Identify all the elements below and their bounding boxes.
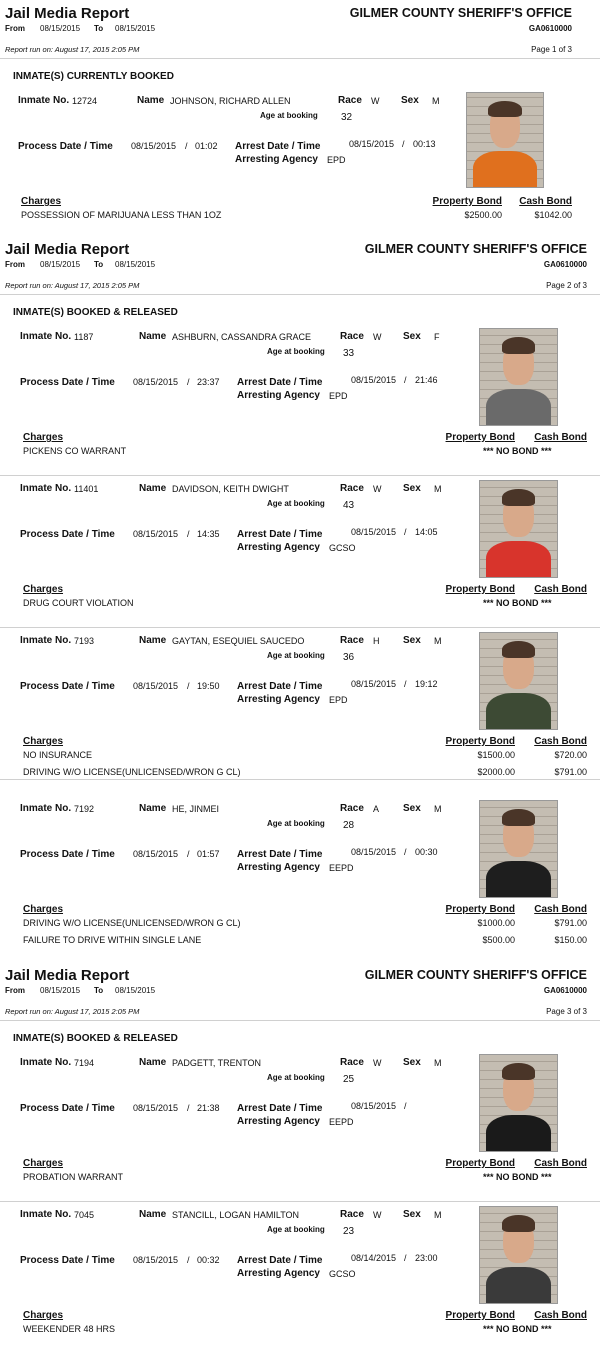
agency-name: GILMER COUNTY SHERIFF'S OFFICE (364, 242, 587, 256)
ori-code: GA0610000 (543, 260, 587, 269)
agency-value: EPD (327, 155, 346, 165)
slash: / (402, 139, 405, 149)
cash-bond-label: Cash Bond (519, 196, 572, 207)
mugshot-photo (479, 632, 558, 730)
mugshot-hair (502, 809, 536, 826)
process-date: 08/15/2015 (131, 141, 177, 151)
sex-value: M (432, 96, 440, 106)
to-label: To (94, 260, 104, 269)
race-label: Race (340, 331, 364, 342)
inmate-number: 1187 (74, 332, 94, 342)
process-date: 08/15/2015 (133, 1255, 179, 1265)
property-bond-label: Property Bond (445, 904, 515, 915)
ori-code: GA0610000 (528, 24, 572, 33)
agency-value: GCSO (329, 543, 356, 553)
process-date: 08/15/2015 (133, 1103, 179, 1113)
race-value: H (373, 636, 380, 646)
charge-description: DRUG COURT VIOLATION (23, 598, 134, 608)
race-value: W (373, 484, 382, 494)
no-bond-notice: *** NO BOND *** (483, 1172, 552, 1182)
arrest-date: 08/14/2015 (351, 1253, 397, 1263)
agency-name: GILMER COUNTY SHERIFF'S OFFICE (349, 6, 572, 20)
slash: / (404, 527, 407, 537)
arrest-time: 00:30 (415, 847, 438, 857)
process-date: 08/15/2015 (133, 681, 179, 691)
age-value: 32 (341, 112, 353, 123)
inmate-name: HE, JINMEI (172, 804, 220, 814)
process-time: 00:32 (197, 1255, 220, 1265)
mugshot-hair (502, 1063, 536, 1080)
arrest-label: Arrest Date / Time (237, 377, 323, 388)
to-label: To (94, 986, 104, 995)
inmate-no-label: Inmate No. (20, 331, 72, 342)
report-title: Jail Media Report (5, 967, 130, 984)
divider (0, 294, 600, 295)
process-date: 08/15/2015 (133, 849, 179, 859)
inmate-number: 7194 (74, 1058, 95, 1068)
sex-value: M (434, 636, 442, 646)
charges-label: Charges (23, 904, 64, 915)
age-label: Age at booking (267, 347, 325, 356)
from-date: 08/15/2015 (40, 986, 81, 995)
cash-bond-value: $791.00 (554, 918, 587, 928)
name-label: Name (139, 1209, 167, 1220)
sex-label: Sex (403, 803, 421, 814)
arrest-date: 08/15/2015 (351, 1101, 397, 1111)
slash: / (187, 377, 190, 387)
inmate-name: DAVIDSON, KEITH DWIGHT (172, 484, 289, 494)
process-label: Process Date / Time (20, 1103, 115, 1114)
process-label: Process Date / Time (20, 681, 115, 692)
arrest-date: 08/15/2015 (351, 679, 397, 689)
inmate-name: ASHBURN, CASSANDRA GRACE (172, 332, 312, 342)
slash: / (185, 141, 188, 151)
from-date: 08/15/2015 (40, 24, 81, 33)
inmate-name: STANCILL, LOGAN HAMILTON (172, 1210, 300, 1220)
arrest-label: Arrest Date / Time (237, 529, 323, 540)
mugshot-body (486, 541, 551, 578)
process-label: Process Date / Time (20, 529, 115, 540)
process-time: 14:35 (197, 529, 220, 539)
slash: / (187, 849, 190, 859)
sex-value: M (434, 1058, 442, 1068)
name-label: Name (139, 483, 167, 494)
property-bond-value: $1500.00 (477, 750, 515, 760)
arrest-time: 14:05 (415, 527, 438, 537)
inmate-number: 12724 (72, 96, 98, 106)
process-label: Process Date / Time (18, 141, 113, 152)
arrest-label: Arrest Date / Time (235, 141, 321, 152)
no-bond-notice: *** NO BOND *** (483, 1324, 552, 1334)
to-date: 08/15/2015 (115, 260, 156, 269)
charges-label: Charges (23, 584, 64, 595)
charges-label: Charges (23, 736, 64, 747)
inmate-no-label: Inmate No. (18, 95, 70, 106)
race-label: Race (340, 635, 364, 646)
cash-bond-label: Cash Bond (534, 1310, 587, 1321)
name-label: Name (139, 331, 167, 342)
divider (0, 58, 600, 59)
cash-bond-value: $791.00 (554, 767, 587, 777)
mugshot-hair (502, 337, 536, 354)
inmate-no-label: Inmate No. (20, 635, 72, 646)
mugshot-photo (466, 92, 544, 188)
inmate-no-label: Inmate No. (20, 483, 72, 494)
inmate-divider (0, 1201, 600, 1202)
mugshot-hair (502, 641, 536, 658)
mugshot-body (486, 861, 551, 898)
arrest-time: 19:12 (415, 679, 438, 689)
mugshot-body (486, 1115, 551, 1152)
cash-bond-label: Cash Bond (534, 736, 587, 747)
age-label: Age at booking (267, 819, 325, 828)
mugshot-photo (479, 800, 558, 898)
mugshot-photo (479, 1054, 558, 1152)
agency-value: EPD (329, 391, 348, 401)
age-label: Age at booking (267, 499, 325, 508)
age-value: 23 (343, 1226, 355, 1237)
sex-label: Sex (403, 635, 421, 646)
arrest-date: 08/15/2015 (351, 847, 397, 857)
slash: / (187, 681, 190, 691)
agency-value: GCSO (329, 1269, 356, 1279)
arrest-label: Arrest Date / Time (237, 1255, 323, 1266)
slash: / (404, 679, 407, 689)
agency-name: GILMER COUNTY SHERIFF'S OFFICE (364, 968, 587, 982)
slash: / (187, 529, 190, 539)
section-title: INMATE(S) BOOKED & RELEASED (13, 307, 178, 318)
from-label: From (5, 260, 25, 269)
age-value: 43 (343, 500, 355, 511)
arrest-date: 08/15/2015 (351, 527, 397, 537)
report-title: Jail Media Report (5, 5, 130, 22)
section-title: INMATE(S) BOOKED & RELEASED (13, 1033, 178, 1044)
agency-value: EPD (329, 695, 348, 705)
sex-label: Sex (403, 331, 421, 342)
charge-description: DRIVING W/O LICENSE(UNLICENSED/WRON G CL) (23, 918, 241, 928)
cash-bond-value: $720.00 (554, 750, 587, 760)
cash-bond-label: Cash Bond (534, 584, 587, 595)
charge-description: PICKENS CO WARRANT (23, 446, 127, 456)
arresting-agency-label: Arresting Agency (237, 390, 320, 401)
charge-description: NO INSURANCE (23, 750, 93, 760)
charges-label: Charges (23, 1310, 64, 1321)
race-label: Race (340, 1209, 364, 1220)
sex-label: Sex (403, 1057, 421, 1068)
to-label: To (94, 24, 104, 33)
age-label: Age at booking (267, 1225, 325, 1234)
arresting-agency-label: Arresting Agency (237, 1268, 320, 1279)
inmate-name: JOHNSON, RICHARD ALLEN (170, 96, 291, 106)
slash: / (404, 847, 407, 857)
sex-value: F (434, 332, 440, 342)
arrest-date: 08/15/2015 (351, 375, 397, 385)
process-date: 08/15/2015 (133, 377, 179, 387)
process-label: Process Date / Time (20, 377, 115, 388)
mugshot-photo (479, 328, 558, 426)
inmate-divider (0, 475, 600, 476)
cash-bond-label: Cash Bond (534, 1158, 587, 1169)
charge-description: POSSESSION OF MARIJUANA LESS THAN 1OZ (21, 210, 222, 220)
arresting-agency-label: Arresting Agency (235, 154, 318, 165)
process-time: 19:50 (197, 681, 220, 691)
mugshot-body (473, 151, 537, 188)
section-title: INMATE(S) CURRENTLY BOOKED (13, 71, 174, 82)
sex-value: M (434, 804, 442, 814)
arrest-time: 23:00 (415, 1253, 438, 1263)
property-bond-value: $1000.00 (477, 918, 515, 928)
mugshot-hair (502, 489, 536, 506)
arrest-label: Arrest Date / Time (237, 1103, 323, 1114)
inmate-divider (0, 779, 600, 780)
arresting-agency-label: Arresting Agency (237, 542, 320, 553)
from-date: 08/15/2015 (40, 260, 81, 269)
property-bond-label: Property Bond (432, 196, 502, 207)
sex-value: M (434, 484, 442, 494)
mugshot-photo (479, 1206, 558, 1304)
sex-value: M (434, 1210, 442, 1220)
no-bond-notice: *** NO BOND *** (483, 446, 552, 456)
sex-label: Sex (403, 483, 421, 494)
report-run-on: Report run on: August 17, 2015 2:05 PM (5, 281, 140, 290)
charge-description: FAILURE TO DRIVE WITHIN SINGLE LANE (23, 935, 202, 945)
property-bond-label: Property Bond (445, 1158, 515, 1169)
agency-value: EEPD (329, 1117, 354, 1127)
arrest-label: Arrest Date / Time (237, 681, 323, 692)
divider (0, 1020, 600, 1021)
cash-bond-label: Cash Bond (534, 904, 587, 915)
charge-description: WEEKENDER 48 HRS (23, 1324, 116, 1334)
arresting-agency-label: Arresting Agency (237, 694, 320, 705)
slash: / (404, 1253, 407, 1263)
inmate-divider (0, 627, 600, 628)
page-number: Page 2 of 3 (546, 281, 587, 290)
inmate-number: 11401 (74, 484, 99, 494)
process-time: 23:37 (197, 377, 220, 387)
slash: / (404, 1101, 407, 1111)
race-value: W (371, 96, 380, 106)
mugshot-body (486, 1267, 551, 1304)
mugshot-body (486, 693, 551, 730)
mugshot-hair (488, 101, 521, 118)
arrest-time: 21:46 (415, 375, 438, 385)
cash-bond-label: Cash Bond (534, 432, 587, 443)
process-date: 08/15/2015 (133, 529, 179, 539)
slash: / (404, 375, 407, 385)
race-label: Race (340, 483, 364, 494)
age-label: Age at booking (260, 111, 318, 120)
process-time: 01:02 (195, 141, 218, 151)
inmate-number: 7192 (74, 804, 95, 814)
property-bond-label: Property Bond (445, 432, 515, 443)
arresting-agency-label: Arresting Agency (237, 862, 320, 873)
page-number: Page 1 of 3 (531, 45, 572, 54)
process-time: 01:57 (197, 849, 220, 859)
race-label: Race (338, 95, 362, 106)
age-value: 25 (343, 1074, 355, 1085)
name-label: Name (137, 95, 165, 106)
inmate-number: 7193 (74, 636, 95, 646)
name-label: Name (139, 1057, 167, 1068)
mugshot-photo (479, 480, 558, 578)
race-label: Race (340, 803, 364, 814)
property-bond-value: $500.00 (482, 935, 515, 945)
process-label: Process Date / Time (20, 1255, 115, 1266)
to-date: 08/15/2015 (115, 24, 156, 33)
agency-value: EEPD (329, 863, 354, 873)
charges-label: Charges (23, 432, 64, 443)
race-label: Race (340, 1057, 364, 1068)
race-value: W (373, 1058, 382, 1068)
from-label: From (5, 24, 25, 33)
ori-code: GA0610000 (543, 986, 587, 995)
property-bond-label: Property Bond (445, 1310, 515, 1321)
property-bond-value: $2000.00 (477, 767, 515, 777)
inmate-number: 7045 (74, 1210, 95, 1220)
arresting-agency-label: Arresting Agency (237, 1116, 320, 1127)
mugshot-hair (502, 1215, 536, 1232)
report-run-on: Report run on: August 17, 2015 2:05 PM (5, 1007, 140, 1016)
age-label: Age at booking (267, 651, 325, 660)
age-label: Age at booking (267, 1073, 325, 1082)
property-bond-label: Property Bond (445, 736, 515, 747)
race-value: W (373, 1210, 382, 1220)
process-time: 21:38 (197, 1103, 220, 1113)
charge-description: DRIVING W/O LICENSE(UNLICENSED/WRON G CL) (23, 767, 241, 777)
arrest-label: Arrest Date / Time (237, 849, 323, 860)
inmate-no-label: Inmate No. (20, 1209, 72, 1220)
age-value: 36 (343, 652, 355, 663)
report-title: Jail Media Report (5, 241, 130, 258)
report-run-on: Report run on: August 17, 2015 2:05 PM (5, 45, 140, 54)
charges-label: Charges (23, 1158, 64, 1169)
race-value: W (373, 332, 382, 342)
from-label: From (5, 986, 25, 995)
property-bond-label: Property Bond (445, 584, 515, 595)
charge-description: PROBATION WARRANT (23, 1172, 124, 1182)
cash-bond-value: $150.00 (554, 935, 587, 945)
arrest-time: 00:13 (413, 139, 436, 149)
slash: / (187, 1255, 190, 1265)
no-bond-notice: *** NO BOND *** (483, 598, 552, 608)
cash-bond-value: $1042.00 (534, 210, 572, 220)
to-date: 08/15/2015 (115, 986, 156, 995)
name-label: Name (139, 803, 167, 814)
inmate-no-label: Inmate No. (20, 803, 72, 814)
charges-label: Charges (21, 196, 62, 207)
inmate-no-label: Inmate No. (20, 1057, 72, 1068)
page-number: Page 3 of 3 (546, 1007, 587, 1016)
sex-label: Sex (401, 95, 419, 106)
inmate-name: GAYTAN, ESEQUIEL SAUCEDO (172, 636, 305, 646)
race-value: A (373, 804, 380, 814)
mugshot-body (486, 389, 551, 426)
slash: / (187, 1103, 190, 1113)
age-value: 33 (343, 348, 355, 359)
arrest-date: 08/15/2015 (349, 139, 395, 149)
age-value: 28 (343, 820, 355, 831)
name-label: Name (139, 635, 167, 646)
inmate-name: PADGETT, TRENTON (172, 1058, 262, 1068)
property-bond-value: $2500.00 (464, 210, 502, 220)
sex-label: Sex (403, 1209, 421, 1220)
process-label: Process Date / Time (20, 849, 115, 860)
